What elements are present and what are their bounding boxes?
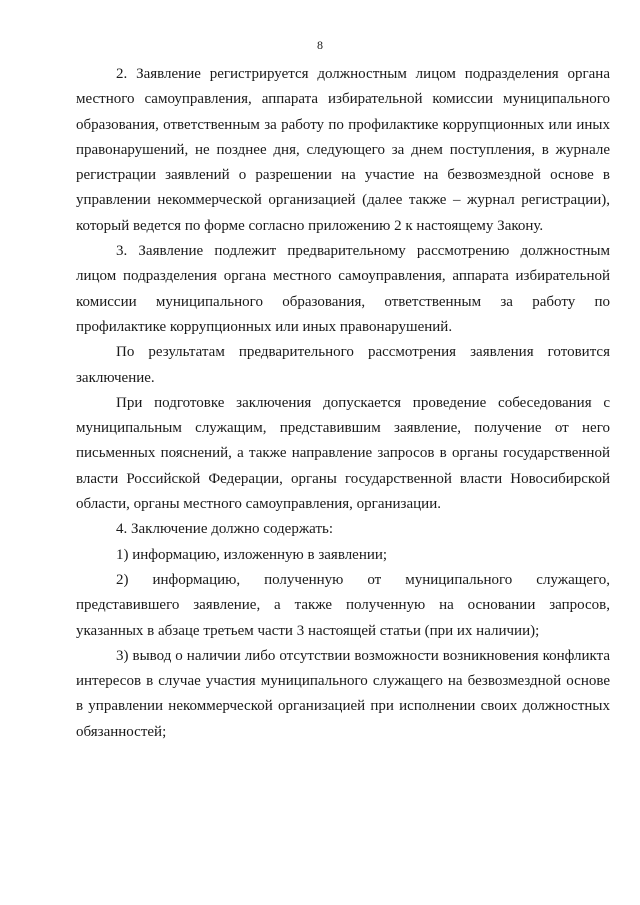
list-item-2: 2) информацию, полученную от муниципального служащего, представившего заявление, а также полученную на основании запросов, указанных в абзаце третьем части 3 настоящей статьи (при их наличии); xyxy=(76,571,610,639)
paragraph-interview: При подготовке заключения допускается проведение собеседования с муниципальным служащим, представившим заявление, получение от него письменных пояснений, а также направление запросов в органы государственной власти Российской Федерации, органы государственной власти Новосибирской области, органы местного самоуправления, организации. xyxy=(76,394,610,513)
list-item-1: 1) информацию, изложенную в заявлении; xyxy=(116,546,388,563)
paragraph-conclusion-prepared: По результатам предварительного рассмотрения заявления готовится заключение. xyxy=(76,344,610,386)
paragraph-preliminary-review: 3. Заявление подлежит предварительному рассмотрению должностным лицом подразделения органа местного самоуправления, аппарата избирательной комиссии муниципального образования, ответственным за работу по профилактике коррупционных или иных правонарушений. xyxy=(76,243,610,335)
paragraph-registration: 2. Заявление регистрируется должностным лицом подразделения органа местного самоуправления, аппарата избирательной комиссии муниципального образования, ответственным за работу по профилактике коррупционных или иных правонарушений, не позднее дня, следующего за днем поступления, в журнале регистрации заявлений о разрешении на участие на безвозмездной основе в управлении некоммерческой организацией (далее также – журнал регистрации), который ведется по форме согласно приложению 2 к настоящему Закону. xyxy=(76,66,610,234)
document-body xyxy=(76,62,610,745)
paragraph-conclusion-contents: 4. Заключение должно содержать: xyxy=(116,521,334,538)
page-number: 8 xyxy=(317,38,323,52)
list-item-3: 3) вывод о наличии либо отсутствии возможности возникновения конфликта интересов в случае участия муниципального служащего на безвозмездной основе в управлении некоммерческой организацией при исполнении своих должностных обязанностей; xyxy=(76,647,610,740)
